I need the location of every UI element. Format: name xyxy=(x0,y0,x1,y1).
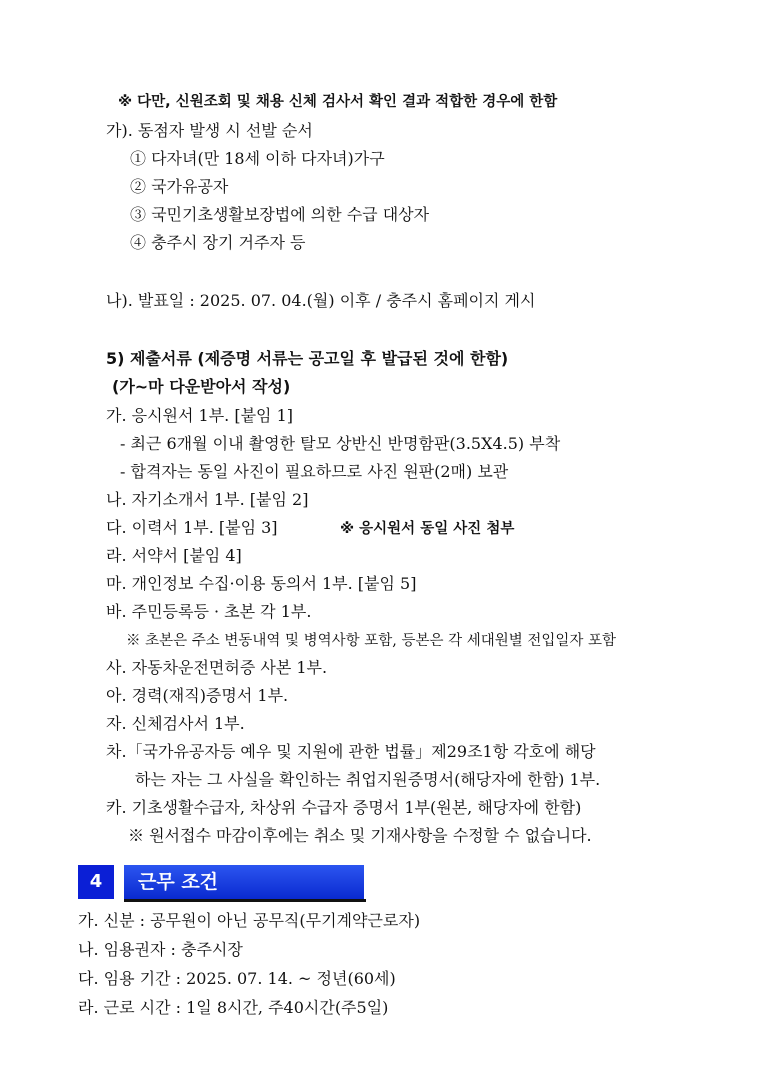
doc-privacy-consent: 마. 개인정보 수집·이용 동의서 1부. [붙임 5] xyxy=(106,574,417,593)
doc-resident-registration: 바. 주민등록등 · 초본 각 1부. xyxy=(106,602,312,621)
doc-final-note: ※ 원서접수 마감이후에는 취소 및 기재사항을 수정할 수 없습니다. xyxy=(128,826,592,845)
condition-period: 다. 임용 기간 : 2025. 07. 14. ~ 정년(60세) xyxy=(78,969,396,988)
doc-photo-note: - 최근 6개월 이내 촬영한 탈모 상반신 반명함판(3.5X4.5) 부착 xyxy=(120,434,561,453)
doc-health-exam: 자. 신체검사서 1부. xyxy=(106,714,245,733)
tie-break-item-4: ④ 충주시 장기 거주자 등 xyxy=(130,233,306,252)
doc-resident-note: ※ 초본은 주소 변동내역 및 병역사항 포함, 등본은 각 세대원별 전입일자 포함 xyxy=(126,633,617,649)
doc-welfare-certificate: 카. 기초생활수급자, 차상위 수급자 증명서 1부(원본, 해당자에 한함) xyxy=(106,798,582,817)
condition-appointer: 나. 임용권자 : 충주시장 xyxy=(78,940,243,959)
doc-veterans-law-cont: 하는 자는 그 사실을 확인하는 취업지원증명서(해당자에 한함) 1부. xyxy=(135,770,601,789)
doc-application-form: 가. 응시원서 1부. [붙임 1] xyxy=(106,406,294,425)
section-header-work-conditions xyxy=(78,865,368,899)
documents-heading: 5) 제출서류 (제증명 서류는 공고일 후 발급된 것에 한함) xyxy=(106,349,509,368)
tie-break-heading: 가). 동점자 발생 시 선발 순서 xyxy=(106,121,313,140)
doc-career-certificate: 아. 경력(재직)증명서 1부. xyxy=(106,686,289,705)
doc-resume: 다. 이력서 1부. [붙임 3] xyxy=(106,518,278,537)
condition-status: 가. 신분 : 공무원이 아닌 공무직(무기계약근로자) xyxy=(78,911,421,930)
doc-photo-keep-note: - 합격자는 동일 사진이 필요하므로 사진 원판(2매) 보관 xyxy=(120,462,509,481)
doc-drivers-license: 사. 자동차운전면허증 사본 1부. xyxy=(106,658,328,677)
doc-self-introduction: 나. 자기소개서 1부. [붙임 2] xyxy=(106,490,309,509)
section-title: 근무 조건 xyxy=(124,865,364,899)
tie-break-item-1: ① 다자녀(만 18세 이하 다자녀)가구 xyxy=(130,149,385,168)
tie-break-item-2: ② 국가유공자 xyxy=(130,177,229,196)
doc-pledge: 라. 서약서 [붙임 4] xyxy=(106,546,242,565)
announcement-date: 나). 발표일 : 2025. 07. 04.(월) 이후 / 충주시 홈페이지 게시 xyxy=(106,291,536,310)
doc-resume-note: ※ 응시원서 동일 사진 첨부 xyxy=(340,521,515,537)
section-number: 4 xyxy=(78,865,114,899)
condition-hours: 라. 근로 시간 : 1일 8시간, 주40시간(주5일) xyxy=(78,998,389,1017)
doc-veterans-law: 차.「국가유공자등 예우 및 지원에 관한 법률」제29조1항 각호에 해당 xyxy=(106,742,596,761)
tie-break-item-3: ③ 국민기초생활보장법에 의한 수급 대상자 xyxy=(130,205,430,224)
note-background-check: ※ 다만, 신원조회 및 채용 신체 검사서 확인 결과 적합한 경우에 한함 xyxy=(118,94,558,110)
documents-subheading: (가~마 다운받아서 작성) xyxy=(112,377,291,396)
